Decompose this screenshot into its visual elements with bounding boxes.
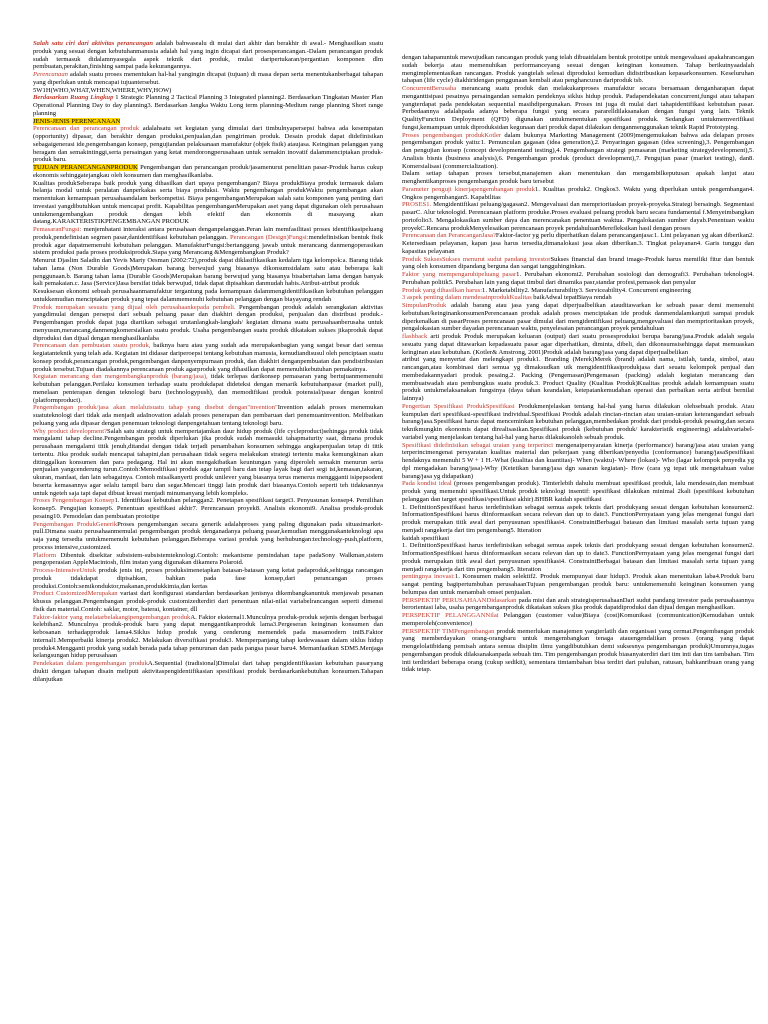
emphasized-text: Berdasarkan Ruang Lingkup: [33, 94, 114, 102]
paragraph: [33, 373, 383, 404]
paragraph: [33, 180, 383, 227]
emphasized-text: Proses pengembangan produkKotler: [402, 131, 502, 139]
text-run: mendefinisikan bentuk fisik produk agar dapatmemenuhi kebutuhan pelanggan. ManufakturFungsi:bertanggung jawab untuk merancang danmengoperasikan sistem produksi pada proses produksiproduk.Siapa yang Merancang &Mengembangkan Produk?: [33, 233, 383, 257]
paragraph: [402, 573, 754, 596]
paragraph: [402, 294, 754, 302]
paragraph: [33, 71, 383, 87]
paragraph: [33, 87, 383, 95]
text-run: adalahsatu set kegiatan yang dimulai dari timbulnyapersepsi bahwa ada kesempatan (opportunity) dipasar, dan berakhir dengan produksi,penjualan,dan pengiriman produk. Desain produk dapat didefinisikan sebagaigenerasi ide,pengembangan konsep, pengujiandan pelaksanaan manufaktur (objek fisik) ataujasa. Keinginan pelanggan yang beragam dan semakintinggi,serta persaingan yang ketat mendorongperusahaan untuk semakin inovatif dalammenciptakan produk-produk baru.: [33, 125, 383, 164]
emphasized-text: Faktor-faktor yang melatarbelakangipengembangan produk: [33, 613, 191, 621]
paragraph: [33, 521, 383, 552]
text-run: Salah satu strategi untuk mempertajamkan daur hidup produk (life cycleproduct)sehingga produk tidak mengalami tahap decline.Pengembangan produk diperlukan jika produk sudah memasuki tahapmaturity saat, dimana produk perusahaan mengalami titik jenuh,ditandai dengan tidak terjadi penambahan konsumen sehingga angkapenjualan tetap di titik tertentu. Jika produk sudah mencapai tahapini,dan perusahaan tidak segera melakukan strategi tertentu maka kemungkinan akan ditinggalkan konsumen dan para pedagang. Hal ini akan mengakibatkan keuntungan yang diperoleh semakin menurun serta penjualan yangcenderung turun.Contoh:Memodifikasi produk agar tampil baru dan tetap layak bagi dari segi isi,kemasan,takaran, ukuran, manfaat, dan lain sebagainya. Contoh misalkanyerti produk unilever yang biasanya terus menerus menggganti isipepsodent beserta kemasannya agar selalu tampil baru dan segar.Mencari tinggi lain produk dari biasanya.Contoh seperti teh tidaknannya untuk ngeteh saja tapi dapat dibuat kreasi menjadi minumanyang lebih kompleks.: [33, 427, 383, 497]
emphasized-text: Platform: [33, 551, 57, 559]
paragraph: [33, 304, 383, 343]
text-run: A. Faktor eksternal1.Munculnya produk-produk sejenis dengan berbagai kelebihan2. Munculnya produk-produk baru yang dapat menggantikanproduk lama3.Pergeseran keinginan konsumen dan kebosanan terhadapproduk lama4.Siklus hidup produk yang cenderung memendek pada masamodern iniB.Faktor internal1.Memperbaiki kinerja produk2. Melakukan diversifikasi produk3. Memperpanjang tahap kedewasaan dalam siklus hidup produk4.Mengganti produk yang sudah berada pada tahap penurunan dan pada pangsa pasar baru4. Memanfaatkan SDM5.Menjaga kelangsungan hidup perusahaan: [33, 613, 383, 660]
emphasized-text: SimpulanProduk: [402, 302, 447, 309]
paragraph: [402, 403, 754, 442]
text-run: pada misi dan arah strategisperusahaanDari sudut pandang investor pada perusahaannya berorientasi laba, usaha pengembanganproduk dikatakan sukses jika produk dapatdiproduksi dan dijual dengan menghasilkan.: [402, 596, 754, 612]
text-run: baiknya baru atau yang sudah ada merupakanbagian yang sangat besar dari semua kegiatanteknik yang telah ada. Kegiatan ini didasar dariperoepsi tentang kebutuhan manusia, kemudiandisusul oleh penciptaan suatu konsep produk,perancangan produk,pengembangan danpenyempurnaan produk, dan diakhiri denganpembuatan dan pendistribusian produk tersebut.Tujuan diadakannya perencanaan produk agarproduk yang dihasilkan dapat memenuhikebutuhan pemakainya.: [33, 342, 383, 373]
text-run: merancang suatu produk dan melakukanproses manufaktur secara bersamaan denganharapan dapat menganttisipasi pesatnya persaingandan semakin pendeknya siklus hidup produk. Padapendekatan concurrent,fungsi atau tahapan yangterdapat pada pendekatan sequential masihdipergunakan. Proses ini juga di mulai dari tahapidentifikasi kebutuhan pasar. Perbedaannya adalahpada adanya beberapa fungsi yang secara pararelldilaksanakan dengan fungsi yang lain. Teknik QualityFunction Deployment (QFD) digunakan untukmenentukan spesifikasi produk. Sedangkan untukmemverifikasi fungsi,kemampuan untuk diproduksidan kegunaan dari produk dapat dilakukan denganmenggunakan teknik Rapid Prototyping.: [402, 85, 754, 131]
text-run: adalah suatu proses menentukan hal-hal yangingin dicapai (tujuan) di masa depan serta menentukanberbagai tahapan yang diperlukan untuk mencapai tujuantersebut.: [33, 71, 383, 86]
text-run: Kualitas produkSeberapa baik produk yang dihasilkan dari upaya pengembangan? Biaya produkBiaya produk termasuk dalam belanja modal untuk peralatan danperkakas serta biaya produksi. Waktu pengembangan produkWaktu pengembangan akan menentukan kemampuan perusahaandalam berkompetisi. Biaya pengembanganMerupakan salah satu komponen yang penting dari investasi yangdibutuhkan untuk mencapai profit. Kapabilitas pengembanganMerupakan aset yang dapat digunakan oleh perusahaan untukmengembangkan produk dengan lebih efektif dan ekonomis di masayang akan datang.KARAKTERISTIKPENGEMBANGAN PRODUK: [33, 179, 383, 226]
text-run: 1 Strategic Planning 2 Tactical Planning 3 Integrated planning2. Berdasarkan Tingkatan Master Plan Operational Planning Day to day planning3. Berdasarkan Jangka Waktu Long term planning-Medium range planning Short range planning: [33, 94, 383, 117]
text-run: Pelanggan (customer value)Biaya (cost)Komunikasi (communication)Kemudahan untuk memperoleh(convenience): [402, 612, 754, 627]
text-run: 1. Konsumen makin selektif2. Produk mempunyai daur hidup3. Produk akan menentukan laba4.Produk baru sangat penting bagipertumbuhan perusahaanTujuan pengembangan produk baru: untukmemenuhi keinginan konsumen yang belumpas dan untuk menambah omset penjualan.: [402, 573, 754, 596]
emphasized-text: PERSPEKTIF PELANGGANNilai: [402, 612, 499, 619]
paragraph: [33, 94, 383, 117]
text-run: Proses pengembangan secara generik adalahproses yang paling digunakan pada situasimarket-pull.Dimana suatu perusahaanmemulai pengembangan produk denganadanya peluang pasar,kemudian menggunakanteknologi apa saja yang tersedia untukmemenuhi kebutuhan pelanggan.Beberapa variasi produk yang berhubungan:technology-push,platform, process intensive,customized.: [33, 520, 383, 551]
text-run: Kesuksesan ekonomi sebuah perusahaanmanufaktur tergantung pada kemampuan dalammengidentifikasikan kebutuhan pelanggan untukkemudian menciptakan produk yang tepat dalammemenuhi kebutuhan pelanggan dengan biayayang rendah: [33, 288, 383, 303]
paragraph: [33, 125, 383, 164]
paragraph: [33, 590, 383, 613]
emphasized-text: Perencanaan: [33, 71, 68, 78]
paragraph: [402, 535, 754, 543]
paragraph: [402, 232, 754, 255]
emphasized-text: Produk yang dihasilkan harus:: [402, 286, 483, 294]
paragraph: [33, 342, 383, 373]
paragraph: [402, 597, 754, 613]
paragraph: [33, 497, 383, 520]
paragraph: [33, 552, 383, 568]
paragraph: [33, 567, 383, 590]
text-run: adalah barang atau jasa yang dapat diperjualbelikan atauditawarkan ke sebuah pasar demi memenuhi kebutuhan/keinginankonsumenPerencanaan produk adalah proses menciptakan ide produk danmendalamkanjuti sampai produk diperkenalkan di pasarProses perencanaan pasar dimulai dari mengidentifikasi peluang,mengevaluasi dan memprioritaskan proyek, pengalokasian sumber dayadan perencanaan waktu, penyelesaian perancangan proyek pendahuluan: [402, 302, 754, 333]
text-run: 1. DefinitionSpesifikasi harus terdefinisikan sebagai semua aspek teknis dari produkyang sesuai dengan kebutuhan konsumen2. InformationSpesifikasi harus diinformasikan secara relevan dan up to date3. FunctionPernyataan yang jelas mengenai fungsi dari produk merupakan titik awal dari penyusunan spesifikasi4. ConstraintBerbagai batasan dan limitasi masalah serta tujuan yang menjadi rangekerja dari tim pengembang5. Itteration: [402, 503, 754, 534]
paragraph: [402, 201, 754, 232]
paragraph: [402, 612, 754, 628]
emphasized-text: PERSPEKTIF PERUSAHAANDidasarkan: [402, 596, 517, 604]
paragraph: [402, 256, 754, 272]
text-run: tidak terlepas darikonsep pemasaran yang bertujuanmemenuhi kebutuhan pelanggan.Perilaku konsumen terhadap suatu produkdapat dideteksi dengan menarik kebutuhanpasar (market pull), menelaan penterapan dengan teknologi baru (technologypush), dan memodifikasi produk potensial/pasar dengan kontrol (platformproduct).: [33, 373, 383, 404]
paragraph: [33, 660, 383, 683]
emphasized-text: pentingnya inovasi:: [402, 573, 455, 581]
emphasized-text: PROSES1.: [402, 201, 432, 209]
left-column: [33, 40, 383, 1024]
text-run: 1. Perubahan ekonomi2. Perubahan sosiologi dan demografi3. Perubahan teknologi4. Perubahan politik5. Perubahan lain yang dapat timbul dari dinamika pasr,standar profesi,pemasok dan penyalur: [402, 271, 754, 286]
emphasized-text: Pendekatan dalam pengembangan produk: [33, 660, 148, 667]
text-run: menjembatani interaksi antara perusahaan denganpelanggan.Peran lain memfasilitasi proses identifikasipeluang produk,pendefinisian segmen pasar,danidentifikasi kebutuhan pelanggan.: [33, 226, 383, 241]
emphasized-text: Pengertian Spesifikasi ProdukSpesifikasi: [402, 402, 515, 410]
text-run: 1. Marketability2. Manufacturability3. Serviceability4. Concurrent engineering: [482, 286, 691, 294]
text-run: Dibentuk disekitar subsistem-subsistemteknologi.Contoh: mekanisme pemindahan tape padaSony Walkman,sistem pengoperasian AppleMacintosh, film instan yang digunakan dikamera Polaroid.: [33, 551, 383, 567]
text-run: 1. DefinitionSpesifikasi harus terdefinisikan sebagai semua aspek teknis dari produkyang sesuai dengan kebutuhan konsumen2. InformationSpesifikasi harus diinformasikan secara relevan dan up to date3. FunctionPernyataan yang jelas mengenai fungsi dari produk merupakan titik awal dari penyusunan spesifikasi4. ConstraintBerbagai batasan dan limitasi masalah serta tujuan yang menjadi rangekerja dari tim pengembang5. Itteration: [402, 542, 754, 573]
paragraph: [33, 288, 383, 304]
emphasized-text: 3 aspek penting dalam mendesainprodukKualitas: [402, 294, 532, 302]
emphasized-text: Kegiatan merancang dan mengembangkanproduk (barang/jasa),: [33, 373, 208, 381]
text-run: 1. Kualitas produk2. Ongkos3. Waktu yang diperlukan untuk pengembangan4. Ongkos pengembangan5. Kapabilitas: [402, 185, 754, 201]
emphasized-text: Salah satu ciri dari aktivitas perancangan: [33, 40, 154, 47]
paragraph: [402, 542, 754, 573]
text-run: A.Sequential (tradisional)Dimulai dari tahap pengidentifikasian kebutuhan pasaryang diukti dengan tahapan disain meliputi aktivitaspengidentifikasian spesifikasi produk berdasarkankebutuhan konsumen.Tahapan dilanjutkan: [33, 660, 383, 683]
paragraph: [402, 186, 754, 202]
emphasized-text: Produk merupakan sesuatu yang dijual oleh perusahaankepada pembeli.: [33, 303, 236, 311]
emphasized-text: PERSPEKTIF TIMPengembangan: [402, 627, 495, 635]
paragraph: [402, 442, 754, 481]
text-run: Pengembangan dan perancangan produk/jasamenurut penelitian pasar-Produk harus cukup ekonomis sehinggatejangkau oleh konsumen dan menghasilkanlaba.: [33, 164, 383, 179]
text-run: 1. Identifikasi kebutuhan pelanggan2. Penetapan spesifikasi target3. Penyusunan konsep4. Pemilihan konsep5. Pengujian konsep6. Penentuan spesifikasi akhir7. Perencanaan proyek8. Analisis ekonomi9. Analisa produk-produk pesaing10. Pemodelan dan pembuatan prototipe: [33, 497, 383, 520]
paragraph: [33, 404, 383, 427]
text-run: arti produk Produk merupakan keluaran (output) dari suatu prosesproduksi berupa barang/jasa.Produk adalah segala sesuatu yang dapat ditawarkan kepadasuatu pasar agar diperhatikan, diminta, dibeli, dan dikonsumsisehingga dapat memuaskan keinginan atau kebutuhan. (Kotler& Amstrong, 2001)Produk adalah barang/jasa yang dapat diperjualbelikan: [402, 333, 754, 356]
text-run: (proses pengembangan produk). Timterlebih dahulu membuat spesifikasi produk, lalu mendesain,dan membuat produk yang memenuhi spesifikasi.Untuk produk teknologi insentif: spesifikasi dilakukan minimal 2kali (spesifikasi kebutuhan pelanggan dan target spesifikasi/spesifikasi akhir).BHBR kaidah spesifikasi: [402, 480, 754, 503]
text-run: dalam bukunya Marketing Management (2009)mengemukakan bahwa ada delapan proses pengembangan produk yaitu:1. Pemunculan gagasan (idea generation),2. Penyaringan gagasan (idea screening),3. Pengembangan dan pengujian konsep (concept developmentand testing),4. Pengembangan strategi pemasaran (marketing strategydevelopment),5. Analisis bisnis (business analysis),6. Pengembangan produk (product development),7. Pengujian pasar (market testing), dan8. Komersialisasi (commercialization).: [402, 131, 754, 170]
emphasized-text: Product CustomizedMerupakan: [33, 590, 118, 598]
paragraph: [402, 287, 754, 295]
text-run: atribut yang menyertai dan melengkapi produk1. Branding (Merek)Merek (brand) adalah nama, istilah, tanda, simbol, atau rancangan,atau kombinasi dari semua yg dimaksudkan utk mengidentifikasiprodukjasa dari seuatu kelompok penjual dan membedakannyadari produk pesaing.2. Packing (Pengemasan)Pengemasan (packing) adalah kegiatan merancang dan membuatwadah atau pembungkus suatu produk.3. Product Quality (Kualitas Produk)Kualitas produk adalah kemampuan suatu produk untukmelaksanakan fungsinya (daya tahan keandalan, ketepatankemudahan operasi dan perbaikan serta atribut bernilai lainnya): [402, 356, 754, 402]
text-run: mengenaipersyaratan kinerja (performance) barang/jasa atau uraian yang terperincimengenai persyaratan kualitas material dan pekerjaan yang diberikan/penyedia (conformance) barang/jasaSpesifikasi hendaknya memenuhi 5 W + 1 H.-What (kualitas dan kuantitas)- When (waktu)- Where (lokasi)- Who (lagar kelompok penyedia yg dpl mengadakan barang/jasa)-Why (Ketetikan barang/jasa dgn sasaran kegiatan)- How (cara yg tepat utk mengetahuan value barang/jasa yg didapatkan): [402, 441, 754, 480]
emphasized-text: Perencanaan dan pembuatan suatu produk,: [33, 342, 151, 350]
emphasized-text: Produk SuksesSukses menurut sudut pandang investor: [402, 255, 551, 263]
text-run: kaidah spesifikasi: [402, 534, 450, 542]
text-run: Mengidentifikasi peluang/gagasan2. Mengevaluasi dan memprioritaskan proyek-proyeka.Strategi bersaingb. Segmentasi pasarC. Alur teknologid. Perencanaan platform produke.Proses evaluasi peluang produk baru secara fundamental f.Menyeimbangkan portofolio3. Mengalokasikan sumber daya dan merencanakan penentuan waktua. Pengalokasian sumber dayab.Penentuan waktu proyekC.Rencana produkMenyelesaikan perencanaan proyek pendahuluanMerefleksikan hasil dengan proses: [402, 201, 754, 232]
paragraph: [33, 428, 383, 498]
text-run: Menurut Djaslim Saladin dan Yevis Marty Oesman (2002:72),produk dapat diklasifikasikan kedalam tiga kelompok:a. Barang tidak tahan lama (Non Durable Goods)Merupakan barang berwujud yang biasanya dikonsumsidalam satu atau beberapa kali penggunaan.b. Barang tahan lama (Durable Goods)Merupakan barang berwujud yang biasanya bisabertahan lama dengan banyak kali pemakaian.c. Jasa (Service)Jasa bersifat tidak berwujud, tidak dapat dipisahkan danmudah habis.Atribut-atribut produk: [33, 257, 383, 288]
text-run: Sukses financial dan brand image-Produk harus memiliki fitur dan bentuk yang oleh konsumen dipandang berguna dan sangat tangguhinginkan.: [402, 255, 754, 271]
text-run: adalah bahwasealu di mulai dari akhir dan berakhir di awal.- Menghasilkan suatu produk yang sesuai dengan kebutuhanmanusia adalah hal yang ingin dicapai dari prosesperancangan.-Dalam perancangan produk sudah termasuk didalamnyasegala aspek teknik dari produk, mulai daripertukaran/pergantian komponen dlm pembuatan,perakitan,finishing sampai pada kekurangannya.: [33, 40, 383, 71]
paragraph: [33, 164, 383, 180]
emphasized-text: Perencanaan dan PerancanganJasa?: [402, 232, 496, 240]
paragraph: [402, 504, 754, 535]
paragraph: [402, 302, 754, 333]
emphasized-text: Perencanaan dan perancangan produk: [33, 125, 140, 133]
emphasized-text: Pengembangan produk/jasa akan melaluisuatu tahap yang disebut dengan"invention": [33, 404, 278, 412]
right-column: [402, 54, 754, 1020]
emphasized-text: Pada kondisi ideal: [402, 480, 452, 488]
text-run: produk jenis ini, proses produksimenetapkan batasan-batasan yang ketat padaproduk,sehingga rancangan produk tidakdapat dipisahkan, bahkan pada fase konsep,dari perancangan proses produksi.Contoh:semikonduktor,makanan,produkkimia,dan kertas: [33, 567, 383, 590]
paragraph: [402, 628, 754, 675]
emphasized-text: PemasaranFungsi:: [33, 226, 82, 233]
paragraph: [402, 271, 754, 287]
text-run: baikAdwal tepatBiaya rendah: [531, 294, 612, 302]
paragraph: [33, 614, 383, 661]
paragraph: [402, 170, 754, 186]
emphasized-text: ConcurrentBerusaha: [402, 85, 457, 92]
text-run: 5W1H(WHO,WHAT,WHEN,WHERE,WHY,HOW): [33, 86, 172, 94]
emphasized-text: TUJUAN PERANCANGANPRODUK: [33, 164, 138, 171]
emphasized-text: Faktor yang mempengaruhipeluang pasar: [402, 271, 517, 278]
emphasized-text: Process-IntensiveUntuk: [33, 567, 96, 574]
paragraph: [402, 480, 754, 503]
paragraph: [402, 356, 754, 403]
text-run: produk memerlukan manajemen yangterlatih dan organisasi yang cermat.Pengembangan produk yang memberdayakan orang-orangbaru untuk mengembangkan tenaga atauengendalikan proses (orang yang dapat mengelolatibidang pemisah antara semua disiplin ilmu yangdibutuhkan demi suksesnya pengembangan produk)Umumnya,tugas pengembangan produk dilaksanakanpada sebuah tim. Tim pengembangan produk biasanyaterdiri dari tim inti dan tim tambahan. Tim inti terdiridari beberapa orang (cukup sedikit), sementara timtambahan bisa terdiri dari puluhan, ratusan, bahkanribuan orang yang tidak tetap.: [402, 627, 754, 674]
emphasized-text: Pengembangan ProdukGenerik: [33, 520, 118, 528]
paragraph: [33, 226, 383, 257]
text-run: Dalam setiap tahapan proses tersebut,manajemen akan menentukan dan mengambilkeputusan apakah lanjut atau menghentikanproses pengembangan produk baru tersebut: [402, 170, 754, 185]
emphasized-text: Perancangan (Design)Fungsi:: [229, 233, 309, 241]
text-run: variasi dari konfigurasi standardan berdasarkan jenisnya dikembangkanuntuk menjawab pesanan khusus pelanggan.Pengembangan produk-produk customizedterdiri dari penentuan nilai-nilai variabelrancangan seperti dimensi fisik dan material.Contoh: saklar, motor, baterai, kontainer, dll: [33, 590, 383, 613]
paragraph: [402, 333, 754, 356]
emphasized-text: Proses Pengembangan Konsep: [33, 497, 115, 505]
emphasized-text: Parameter penguji kinerjapengembangan produk: [402, 185, 535, 193]
emphasized-text: JENIS-JENIS PERENCANAAN: [33, 117, 121, 125]
emphasized-text: Spesifikasi didefinisikan sebagai uraian yang terperinci: [402, 441, 554, 449]
text-run: Pengembangan produk adalah serangkaian aktivitas yangdimulai dengan persepsi dari sebuah peluang pasar dan diakhiri dengan produksi, penjualan dan distribusi produk.-Pengembangan produk dapat juga diartikan sebagai urutanlangkah-langkah/ kegiatan dimana suatu perusahaanberusaha untuk menyusun,merancang,danmengkomersialkan suatu produk. Usaha pengembangan suatu produk dikatakan sukses jikaproduk dapat diproduksi dan dijual dengan menghasilkanlaba: [33, 303, 383, 342]
text-run: Produkmenjelaskan tentang hal-hal yang harus dilakukan olehsebuah produk. Atau kumpulan dari spesifikasi-spesifikasi individual.Spesifikasi Produk adalah rincian-rincian atau uraian-uraian keterangandari sebuah barang/jasa.Spesifikasi harus dapat menceminkan kebutuhan pelanggan,membedakan produk dari produk-produk pesaing,dan secara teknikmungkin ekonomis dapat direalisasikan.Spesifikasi produk (kebutuhan produk/ karakteristik engineering) adalahvariabel-variabel yang menjelaskan tentang hal-hal yang harus dilakukanoleh sebuah produk.: [402, 402, 754, 441]
paragraph: [33, 257, 383, 288]
text-run: Faktor-factor yg perlu diperhatikan dalam perancanganjasa:1. Lini pelayanan yg akan diberikan2. Ketersediaan pelayanan, kapan jasa harus tersedia,dimanalokasi jasa akan diberikan.3. Tingkat pelayanan4. Garis tunggu dan kapasitas pelayanan: [402, 232, 754, 255]
paragraph: [33, 40, 383, 71]
emphasized-text: Why product development?: [33, 427, 108, 435]
paragraph: [33, 118, 383, 126]
paragraph: [402, 54, 754, 85]
emphasized-text: flashback: [402, 333, 428, 340]
text-run: Invention adalah proses menemukan suatuteknologi dari tidak ada menjadi adaInovation adalah proses penerapan dan pembaruan dari penemuaninvention. Melibatkan peluang yang ada dipasar dengan penemuan teknologi danpengetahuan tentang teknologi baru.: [33, 404, 383, 427]
paragraph: [402, 85, 754, 132]
paragraph: [402, 132, 754, 171]
text-run: dengan tahapanuntuk mewujudkan rancangan produk yang telah dibuatdalam bentuk prototipe untuk mengevaluasi apakahrancangan sudah bekerja atau memenuhikan performanceyang sesuai dengan keinginan konsumen. Tahap berikutnyaadalah mengimplementasikan rancangan. Produk yangtelah selesai diproduksi kemudian didistribusikan kepasarkonsumen. Keseluruhan tahapan (life cycle) diakhiridengan penggunaan kembali atau penghancuran dariproduk tsb.: [402, 54, 754, 85]
